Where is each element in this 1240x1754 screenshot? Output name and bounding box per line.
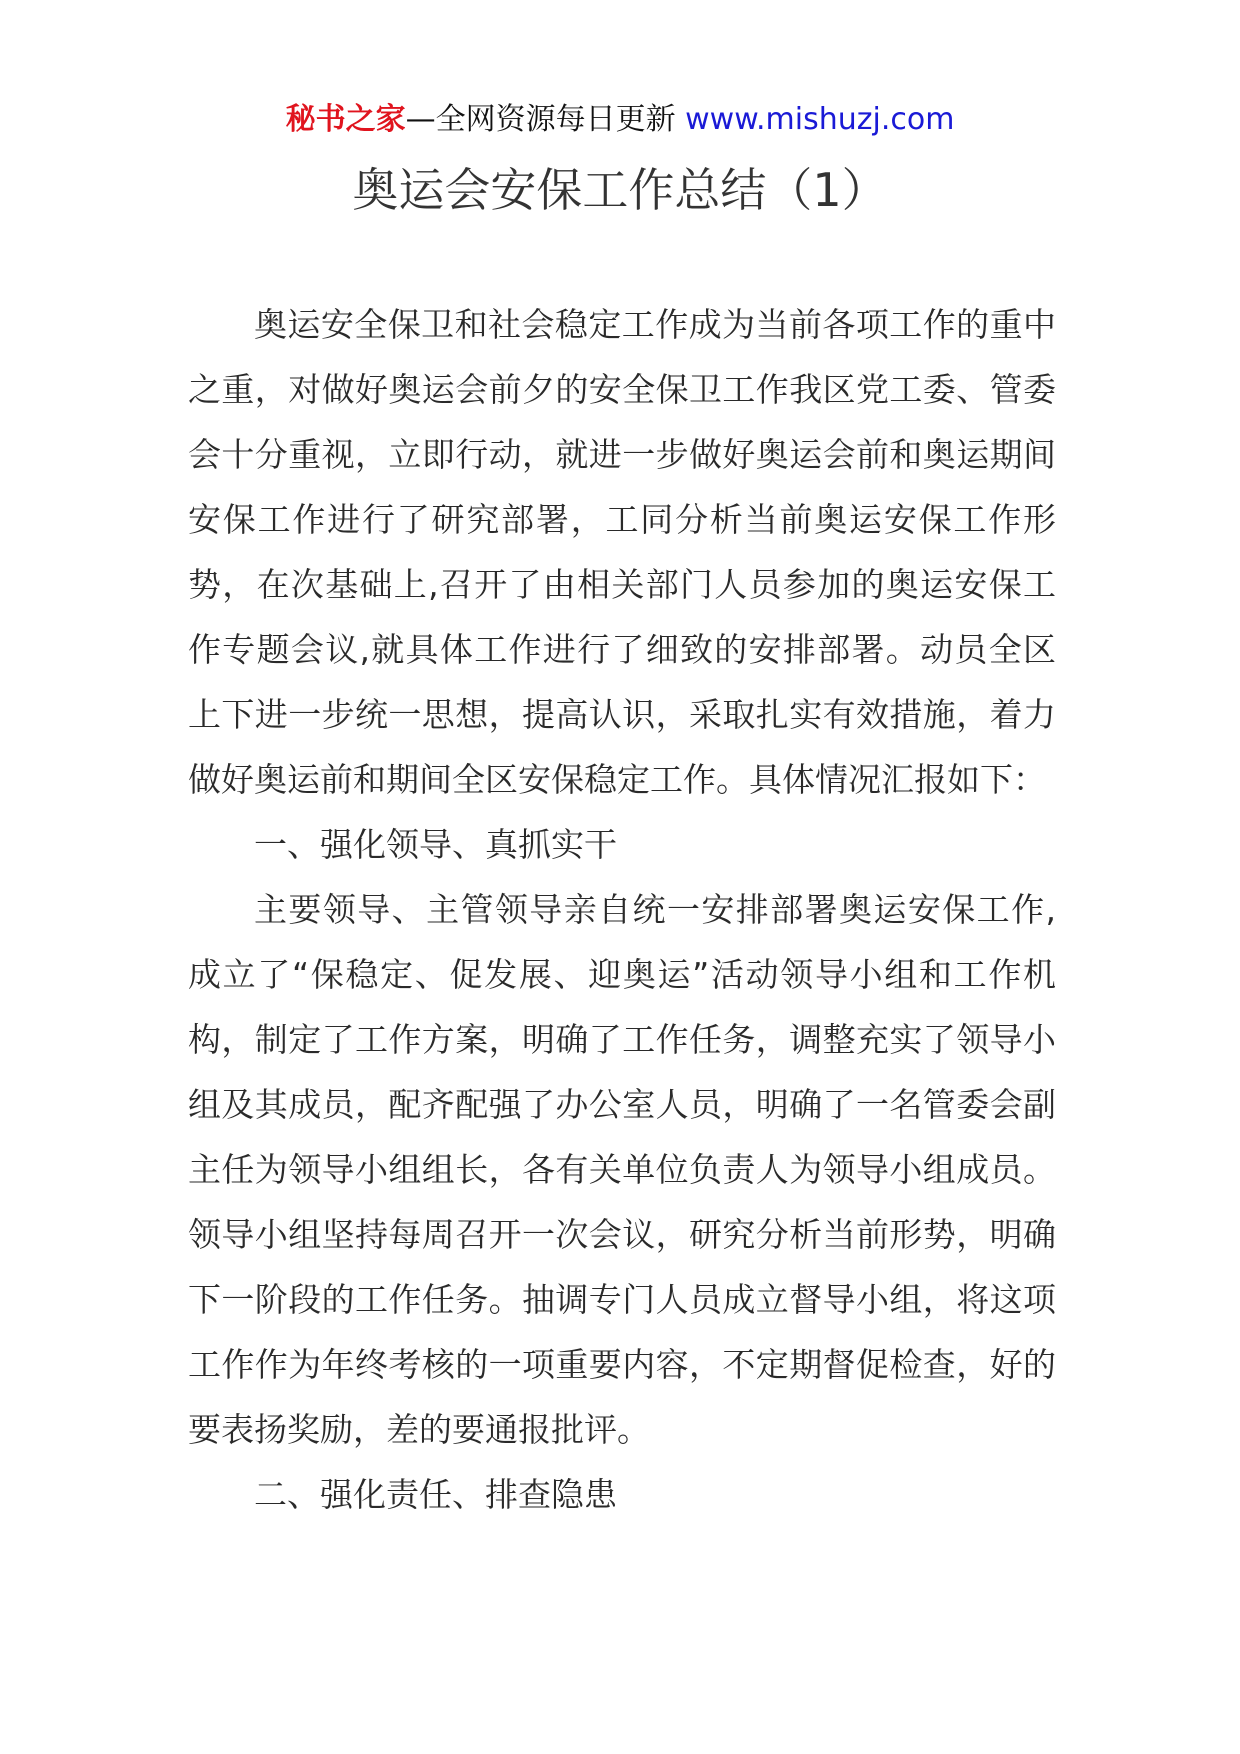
paragraph-intro: 奥运安全保卫和社会稳定工作成为当前各项工作的重中之重，对做好奥运会前夕的安全保卫工作我区党工委、管委会十分重视，立即行动，就进一步做好奥运会前和奥运期间安保工作进行了研究部署，工同分析当前奥运安保工作形势，在次基础上,召开了由相关部门人员参加的奥运安保工作专题会议,就具体工作进行了细致的安排部署。动员全区上下进一步统一思想，提高认识，采取扎实有效措施，着力做好奥运前和期间全区安保稳定工作。具体情况汇报如下：: [188, 305, 1056, 799]
brand-name: 秘书之家: [285, 102, 406, 137]
section-heading-1: 一、强化领导、真抓实干: [254, 825, 617, 864]
document-title: 奥运会安保工作总结（1）: [352, 163, 888, 217]
header-tagline: —全网资源每日更新: [405, 102, 686, 137]
section-heading-2: 二、强化责任、排查隐患: [254, 1475, 617, 1514]
paragraph-section-1: 主要领导、主管领导亲自统一安排部署奥运安保工作,成立了“保稳定、促发展、迎奥运”活动领导小组和工作机构，制定了工作方案，明确了工作任务，调整充实了领导小组及其成员，配齐配强了办公室人员，明确了一名管委会副主任为领导小组组长，各有关单位负责人为领导小组成员。领导小组坚持每周召开一次会议，研究分析当前形势，明确下一阶段的工作任务。抽调专门人员成立督导小组，将这项工作作为年终考核的一项重要内容，不定期督促检查，好的要表扬奖励，差的要通报批评。: [188, 890, 1056, 1449]
site-url-link[interactable]: www.mishuzj.com: [685, 102, 955, 137]
site-header: [0, 100, 1240, 140]
document-body: [188, 292, 1056, 1527]
